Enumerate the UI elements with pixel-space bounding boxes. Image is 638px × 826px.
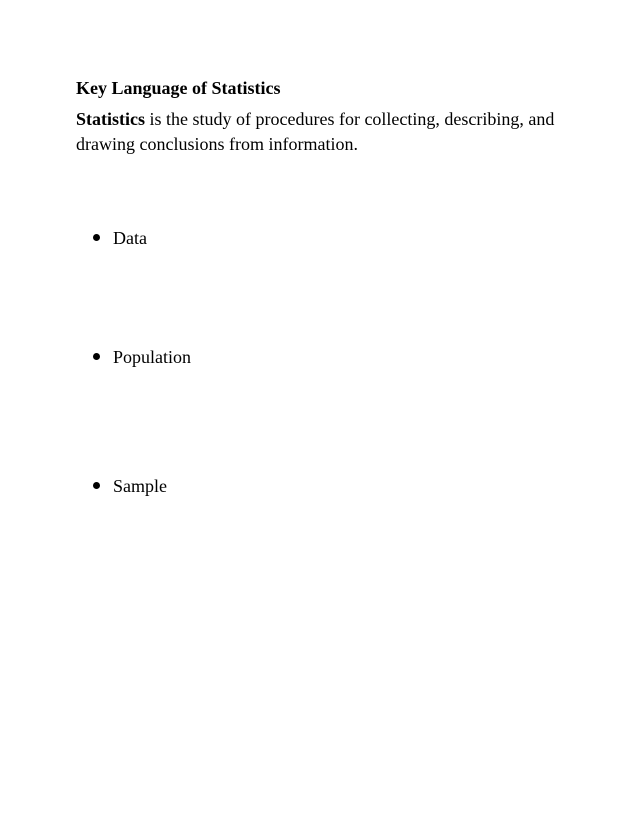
definition-term: Statistics <box>76 109 145 129</box>
definition-text: is the study of procedures for collecting, describing, and drawing conclusions from information. <box>76 109 555 154</box>
bullet-item-population <box>93 345 191 369</box>
bullet-dot-icon <box>93 234 100 241</box>
bullet-dot-icon <box>93 482 100 489</box>
bullet-dot-icon <box>93 353 100 360</box>
bullet-item-data <box>93 226 147 250</box>
bullet-item-sample <box>93 474 167 498</box>
bullet-label: Data <box>113 228 147 248</box>
bullet-label: Sample <box>113 476 167 496</box>
bullet-label: Population <box>113 347 192 367</box>
definition-paragraph <box>76 107 566 157</box>
section-heading: Key Language of Statistics <box>76 78 281 98</box>
